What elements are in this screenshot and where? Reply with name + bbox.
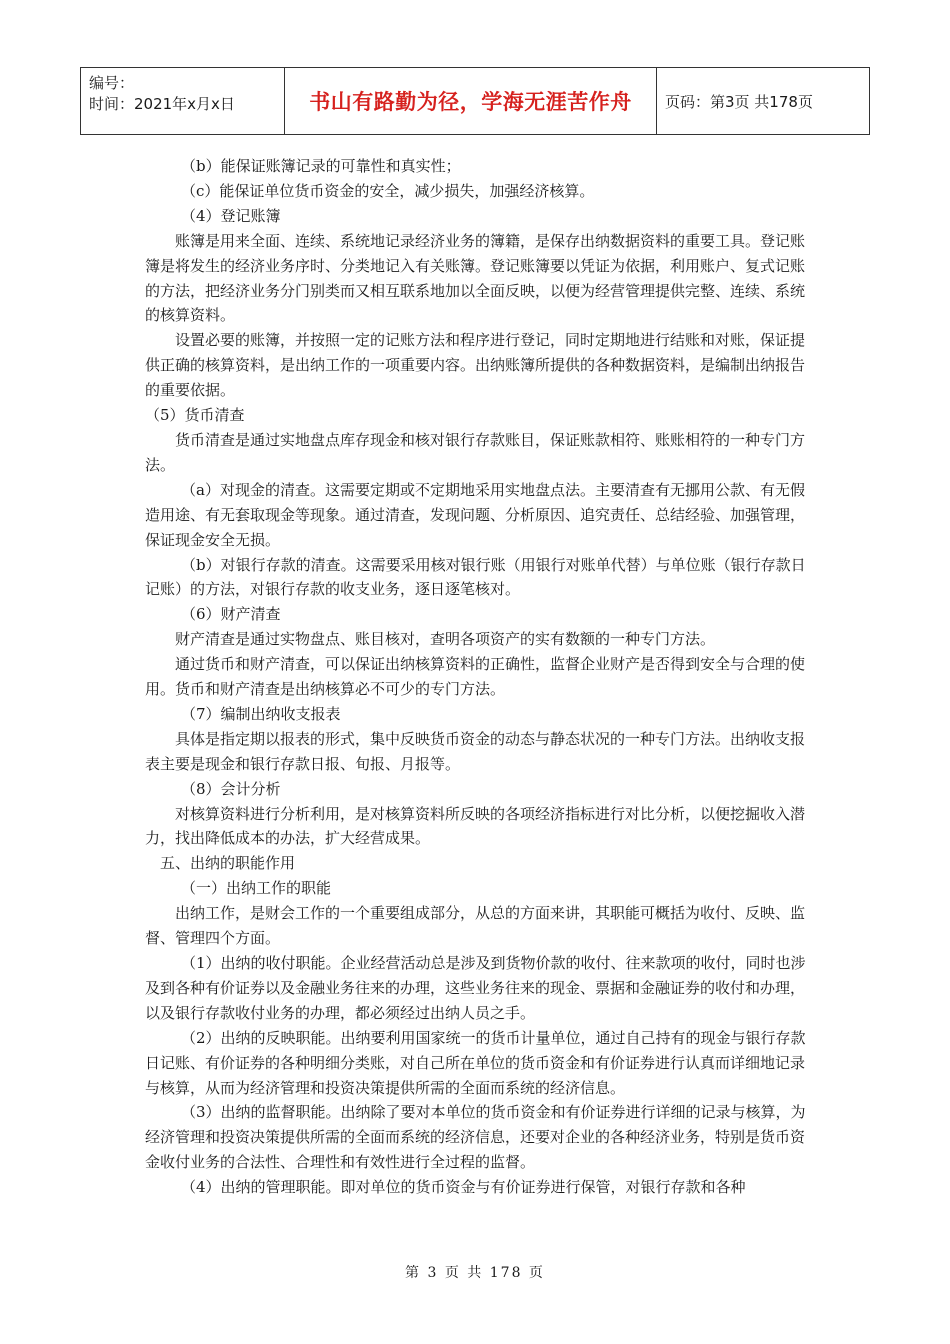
paragraph: （5）货币清查: [145, 406, 245, 425]
paragraph: 货币清查是通过实地盘点库存现金和核对银行存款账目，保证账款相符、账账相符的一种专门方法。: [145, 430, 806, 474]
paragraph: 财产清查是通过实物盘点、账目核对，查明各项资产的实有数额的一种专门方法。: [175, 630, 716, 649]
paragraph: （1）出纳的收付职能。企业经营活动总是涉及到货物价款的收付、往来款项的收付，同时也涉及到各种有价证券以及金融业务往来的办理，这些业务往来的现金、票据和金融证券的收付和办理，以及银行存款收付业务的办理，都必须经过出纳人员之手。: [145, 954, 806, 1022]
paragraph: 五、出纳的职能作用: [160, 854, 296, 873]
paragraph: （b）能保证账簿记录的可靠性和真实性；: [181, 157, 461, 175]
paragraph: （a）对现金的清查。这需要定期或不定期地采用实地盘点法。主要清查有无挪用公款、有无假造用途、有无套取现金等现象。通过清查，发现问题、分析原因、追究责任、总结经验、加强管理，保证现金安全无损。: [145, 480, 806, 549]
page-footer: 第 3 页 共 178 页: [405, 1265, 545, 1281]
paragraph: （一）出纳工作的职能: [181, 879, 332, 898]
document-body: [145, 154, 807, 1200]
paragraph: （2）出纳的反映职能。出纳要利用国家统一的货币计量单位，通过自己持有的现金与银行存款日记账、有价证券的各种明细分类账，对自己所在单位的货币资金和有价证券进行认真而详细地记录与核算，从而为经济管理和投资决策提供所需的全面而系统的经济信息。: [145, 1028, 806, 1097]
paragraph: 出纳工作，是财会工作的一个重要组成部分，从总的方面来讲，其职能可概括为收付、反映、监督、管理四个方面。: [145, 904, 806, 948]
paragraph: （b）对银行存款的清查。这需要采用核对银行账（用银行对账单代替）与单位账（银行存款日记账）的方法，对银行存款的收支业务，逐日逐笔核对。: [145, 555, 806, 599]
date-label: 时间：2021年x月x日: [89, 95, 235, 113]
paragraph: （4）出纳的管理职能。即对单位的货币资金与有价证券进行保管，对银行存款和各种: [181, 1178, 746, 1197]
paragraph: （7）编制出纳收支报表: [181, 704, 341, 723]
paragraph: （c）能保证单位货币资金的安全，减少损失，加强经济核算。: [181, 181, 595, 200]
motto: 书山有路勤为径，学海无涯苦作舟: [285, 68, 657, 134]
number-label: 编号：: [89, 74, 135, 92]
paragraph: 通过货币和财产清查，可以保证出纳核算资料的正确性，监督企业财产是否得到安全与合理的使用。货币和财产清查是出纳核算必不可少的专门方法。: [145, 655, 806, 699]
paragraph: （4）登记账簿: [181, 206, 281, 225]
paragraph: （8）会计分析: [181, 779, 281, 798]
paragraph: 账簿是用来全面、连续、系统地记录经济业务的簿籍，是保存出纳数据资料的重要工具。登记账簿是将发生的经济业务序时、分类地记入有关账簿。登记账簿要以凭证为依据，利用账户、复式记账的方法，把经济业务分门别类而又相互联系地加以全面反映，以便为经营管理提供完整、连续、系统的核算资料。: [145, 231, 806, 325]
paragraph: 具体是指定期以报表的形式，集中反映货币资金的动态与静态状况的一种专门方法。出纳收支报表主要是现金和银行存款日报、旬报、月报等。: [145, 729, 806, 773]
paragraph: （6）财产清查: [181, 605, 281, 624]
paragraph: （3）出纳的监督职能。出纳除了要对本单位的货币资金和有价证券进行详细的记录与核算，为经济管理和投资决策提供所需的全面而系统的经济信息，还要对企业的各种经济业务，特别是货币资金收付业务的合法性、合理性和有效性进行全过程的监督。: [145, 1103, 806, 1172]
page-label: 页码：第3页 共178页: [665, 92, 813, 111]
header-left-cell: [81, 68, 285, 134]
paragraph: 对核算资料进行分析利用，是对核算资料所反映的各项经济指标进行对比分析，以便挖掘收入潜力，找出降低成本的办法，扩大经营成果。: [145, 804, 806, 848]
header-table: [80, 67, 870, 135]
paragraph: 设置必要的账簿，并按照一定的记账方法和程序进行登记，同时定期地进行结账和对账，保证提供正确的核算资料，是出纳工作的一项重要内容。出纳账簿所提供的各种数据资料，是编制出纳报告的重要依据。: [145, 331, 806, 400]
